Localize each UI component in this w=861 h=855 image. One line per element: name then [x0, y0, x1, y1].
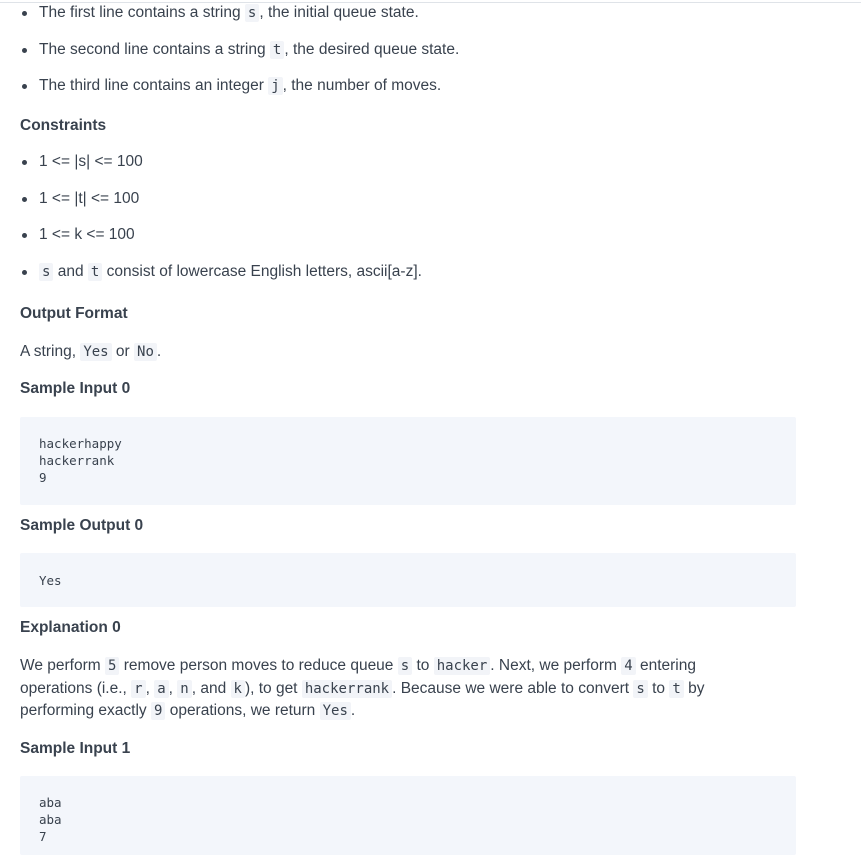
- code-line: 9: [39, 470, 47, 485]
- sample-output-0-block: [20, 553, 796, 607]
- code-line: hackerhappy: [39, 436, 122, 451]
- inline-code: r: [131, 680, 145, 698]
- constraints-list: [20, 151, 422, 283]
- inline-code: n: [177, 680, 191, 698]
- code-line: aba: [39, 795, 62, 810]
- list-item: The first line contains a string s , the initial queue state.: [20, 2, 459, 24]
- code-line: aba: [39, 812, 62, 827]
- input-format-list: [20, 2, 459, 97]
- sample-input-0-block: [20, 417, 796, 505]
- list-item: 1 <= |t| <= 100: [20, 188, 422, 210]
- inline-code: 4: [621, 657, 635, 675]
- sample-output-0-heading: Sample Output 0: [20, 517, 144, 534]
- constraints-heading: Constraints: [20, 117, 107, 134]
- code-line: hackerrank: [39, 453, 115, 468]
- inline-code: 9: [151, 702, 165, 720]
- list-item: 1 <= k <= 100: [20, 224, 422, 246]
- list-item: The third line contains an integer j , the number of moves.: [20, 75, 459, 97]
- inline-code: j: [268, 77, 282, 95]
- inline-code: t: [88, 263, 102, 281]
- list-item: s and t consist of lowercase English letters, ascii[a-z].: [20, 261, 422, 283]
- inline-code: Yes: [80, 343, 111, 361]
- list-item: 1 <= |s| <= 100: [20, 151, 422, 173]
- explanation-0-text: We perform 5 remove person moves to reduce queue s to hacker . Next, we perform 4 entering operations (i.e., r , a , n , and k ), to get hackerrank . Because we were able to convert s to t by performing exactly 9 operations, we return Yes .: [20, 657, 705, 719]
- code-line: Yes: [39, 573, 62, 588]
- sample-input-0-heading: Sample Input 0: [20, 380, 131, 397]
- output-format-heading: Output Format: [20, 305, 128, 322]
- list-item: The second line contains a string t , the desired queue state.: [20, 39, 459, 61]
- inline-code: s: [633, 680, 647, 698]
- sample-input-1-heading: Sample Input 1: [20, 740, 131, 757]
- inline-code: Yes: [320, 702, 351, 720]
- explanation-0-heading: Explanation 0: [20, 619, 121, 636]
- output-format-text: A string, Yes or No .: [20, 343, 162, 360]
- inline-code: s: [39, 263, 53, 281]
- sample-input-1-block: [20, 776, 796, 855]
- inline-code: t: [270, 41, 284, 59]
- inline-code: k: [231, 680, 245, 698]
- inline-code: 5: [105, 657, 119, 675]
- inline-code: hacker: [434, 657, 491, 675]
- inline-code: s: [398, 657, 412, 675]
- inline-code: t: [669, 680, 683, 698]
- inline-code: No: [134, 343, 157, 361]
- inline-code: a: [154, 680, 168, 698]
- inline-code: s: [245, 4, 259, 22]
- inline-code: hackerrank: [302, 680, 392, 698]
- code-line: 7: [39, 829, 47, 844]
